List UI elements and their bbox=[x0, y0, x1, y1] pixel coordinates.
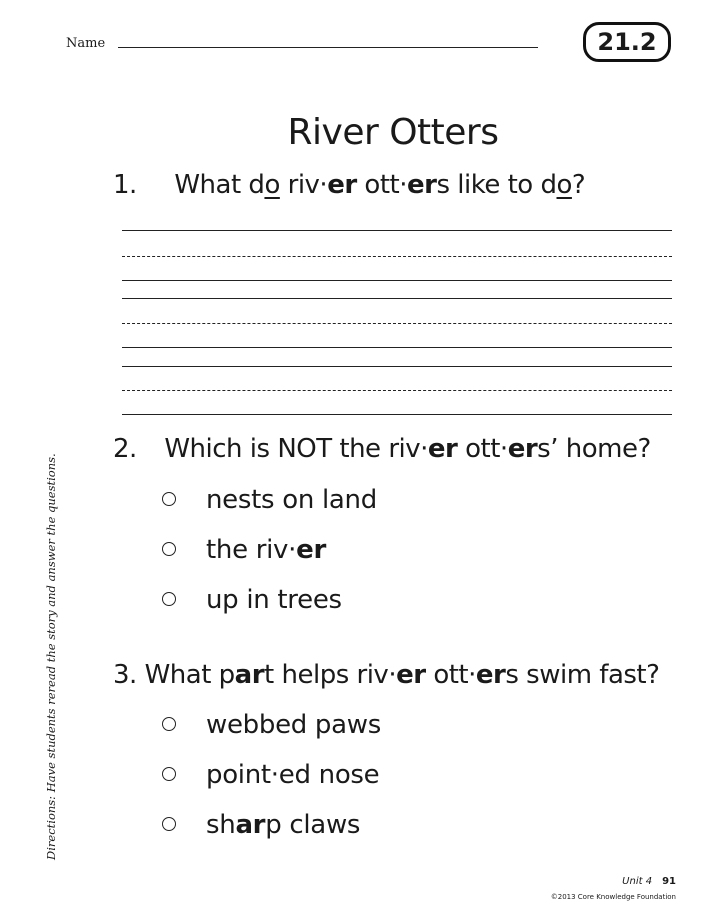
question-3-number: 3. bbox=[113, 660, 137, 690]
q3-option-3[interactable] bbox=[162, 810, 360, 840]
radio-bubble-icon[interactable] bbox=[162, 492, 176, 506]
q2-option-2[interactable] bbox=[162, 535, 326, 565]
question-2-number: 2. bbox=[113, 434, 137, 464]
q2-option-3-label: up in trees bbox=[206, 585, 342, 615]
answer-line-2-top[interactable] bbox=[122, 298, 672, 299]
q2-option-3[interactable] bbox=[162, 585, 342, 615]
radio-bubble-icon[interactable] bbox=[162, 717, 176, 731]
radio-bubble-icon[interactable] bbox=[162, 592, 176, 606]
q3-option-2-label: point·ed nose bbox=[206, 760, 380, 790]
answer-line-2-mid bbox=[122, 323, 672, 324]
question-1-number: 1. bbox=[113, 170, 137, 200]
q3-option-2[interactable] bbox=[162, 760, 379, 790]
radio-bubble-icon[interactable] bbox=[162, 767, 176, 781]
copyright: ©2013 Core Knowledge Foundation bbox=[550, 893, 676, 901]
question-2 bbox=[113, 434, 651, 464]
question-2-text: Which is NOT the riv·er ott·ers’ home? bbox=[164, 434, 651, 464]
worksheet-title: River Otters bbox=[287, 112, 499, 153]
answer-line-3-base bbox=[122, 414, 672, 415]
radio-bubble-icon[interactable] bbox=[162, 817, 176, 831]
question-3 bbox=[113, 660, 659, 690]
page-footer bbox=[622, 876, 676, 887]
radio-bubble-icon[interactable] bbox=[162, 542, 176, 556]
answer-line-3-top[interactable] bbox=[122, 366, 672, 367]
side-directions: Directions: Have students reread the story and answer the questions. bbox=[44, 453, 58, 860]
unit-label: Unit 4 bbox=[622, 876, 653, 887]
lesson-number-badge: 21.2 bbox=[583, 22, 671, 62]
name-write-line[interactable] bbox=[118, 47, 538, 48]
q3-option-3-label: sharp claws bbox=[206, 810, 361, 840]
page-number: 91 bbox=[662, 876, 676, 887]
question-3-text: What part helps riv·er ott·ers swim fast? bbox=[144, 660, 660, 690]
q2-option-1-label: nests on land bbox=[206, 485, 377, 515]
question-1 bbox=[113, 170, 585, 200]
answer-line-1-mid bbox=[122, 256, 672, 257]
name-label: Name bbox=[66, 36, 106, 51]
q2-option-1[interactable] bbox=[162, 485, 377, 515]
question-1-text: What do riv·er ott·ers like to do? bbox=[174, 170, 586, 200]
q3-option-1-label: webbed paws bbox=[206, 710, 381, 740]
answer-line-1-top[interactable] bbox=[122, 230, 672, 231]
answer-line-3-mid bbox=[122, 390, 672, 391]
q2-option-2-label: the riv·er bbox=[206, 535, 326, 565]
q3-option-1[interactable] bbox=[162, 710, 381, 740]
answer-line-2-base bbox=[122, 347, 672, 348]
answer-line-1-base bbox=[122, 280, 672, 281]
